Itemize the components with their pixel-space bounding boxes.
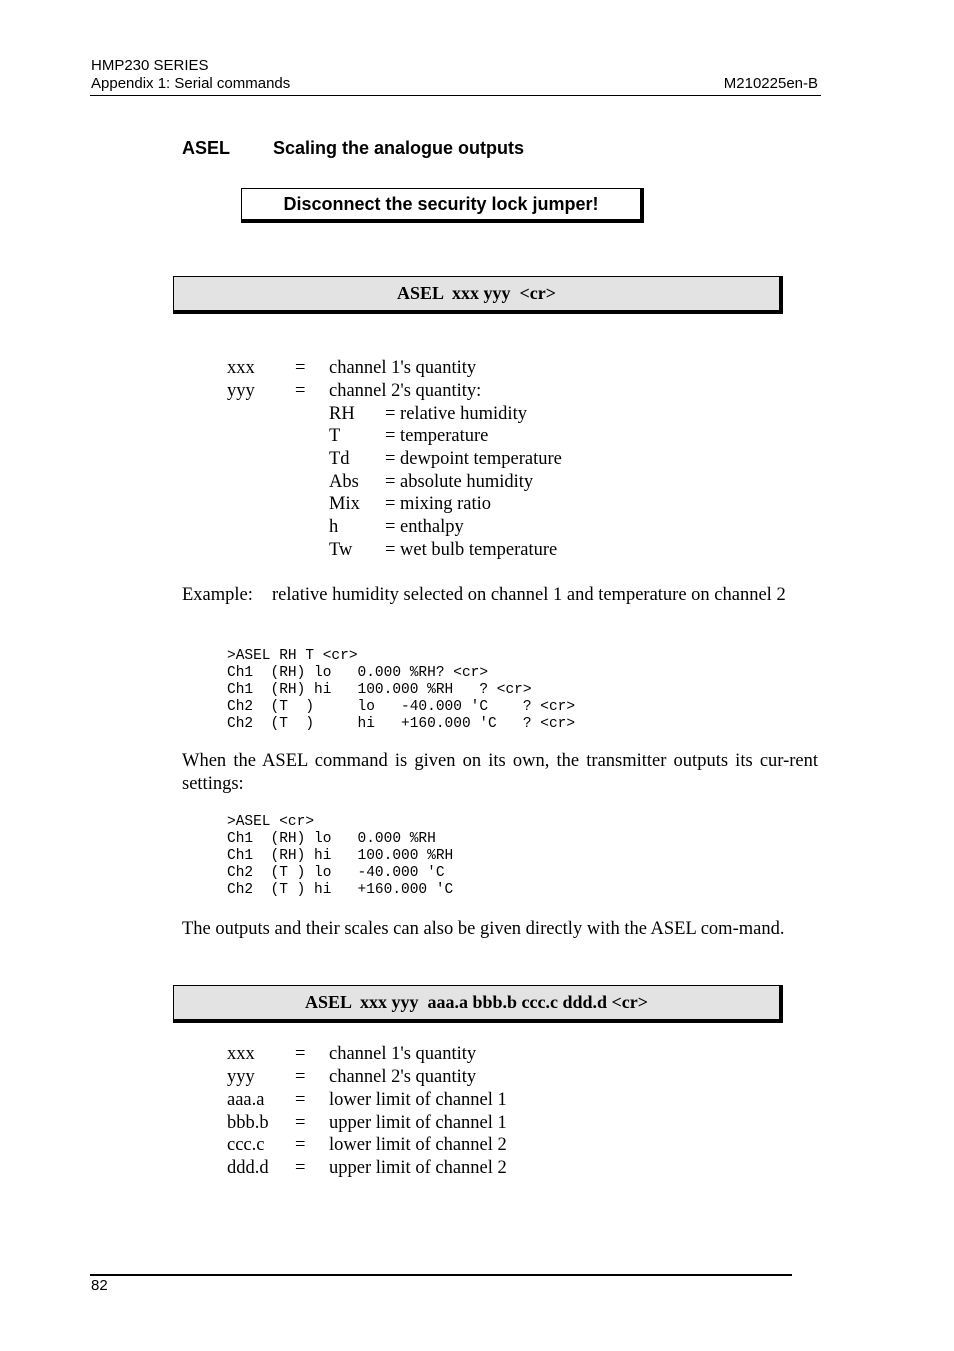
- outputs-paragraph: The outputs and their scales can also be given directly with the ASEL com-mand.: [182, 919, 785, 939]
- def-term: xxx: [227, 358, 255, 378]
- page-number: 82: [91, 1277, 108, 1294]
- quantity-key: T: [329, 426, 341, 446]
- code-line: Ch2 (T ) hi +160.000 'C ? <cr>: [227, 716, 576, 732]
- def-sep: =: [295, 1113, 306, 1133]
- command-syntax-box: ASEL xxx yyy <cr>: [173, 276, 783, 314]
- quantity-desc: = enthalpy: [385, 517, 464, 537]
- quantity-key: Mix: [329, 494, 360, 514]
- def-sep: =: [295, 358, 306, 378]
- def-term: xxx: [227, 1044, 255, 1064]
- def-term: bbb.b: [227, 1113, 269, 1133]
- quantity-key: Td: [329, 449, 350, 469]
- def-desc: channel 1's quantity: [329, 1044, 477, 1064]
- quantity-key: Abs: [329, 472, 359, 492]
- example-paragraph: [182, 584, 818, 607]
- code-line: Ch1 (RH) hi 100.000 %RH ? <cr>: [227, 682, 532, 698]
- def-desc: lower limit of channel 2: [329, 1135, 507, 1155]
- def-desc: upper limit of channel 2: [329, 1158, 507, 1178]
- header-doc-code: M210225en-B: [723, 75, 818, 92]
- def-desc: channel 2's quantity:: [329, 381, 482, 401]
- def-sep: =: [295, 1090, 306, 1110]
- quantity-desc: = dewpoint temperature: [385, 449, 562, 469]
- def-sep: =: [295, 1067, 306, 1087]
- section-code: ASEL: [182, 138, 231, 158]
- example-label: Example:: [182, 585, 253, 605]
- quantity-desc: = temperature: [385, 426, 489, 446]
- command-syntax-box-full: ASEL xxx yyy aaa.a bbb.b ccc.c ddd.d <cr>: [173, 985, 783, 1023]
- code-line: >ASEL RH T <cr>: [227, 648, 358, 664]
- quantity-key: h: [329, 517, 339, 537]
- def-sep: =: [295, 1135, 306, 1155]
- quantity-desc: = absolute humidity: [385, 472, 534, 492]
- code-line: Ch1 (RH) lo 0.000 %RH: [227, 831, 436, 847]
- header-series: HMP230 SERIES: [91, 57, 209, 74]
- def-term: ccc.c: [227, 1135, 265, 1155]
- code-line: >ASEL <cr>: [227, 814, 315, 830]
- quantity-key: Tw: [329, 540, 353, 560]
- def-sep: =: [295, 1158, 306, 1178]
- example-text: relative humidity selected on channel 1 and temperature on channel 2: [272, 585, 786, 605]
- warning-box: Disconnect the security lock jumper!: [241, 188, 644, 223]
- code-line: Ch2 (T ) hi +160.000 'C: [227, 882, 454, 898]
- quantity-desc: = relative humidity: [385, 404, 527, 424]
- def-term: yyy: [227, 381, 255, 401]
- code-line: Ch2 (T ) lo -40.000 'C: [227, 865, 445, 881]
- section-title: Scaling the analogue outputs: [273, 138, 525, 158]
- code-line: Ch2 (T ) lo -40.000 'C ? <cr>: [227, 699, 576, 715]
- quantity-desc: = wet bulb temperature: [385, 540, 558, 560]
- quantity-key: RH: [329, 404, 355, 424]
- header-rule: [90, 95, 821, 96]
- def-term: yyy: [227, 1067, 255, 1087]
- settings-paragraph: When the ASEL command is given on its own, the transmitter outputs its cur-rent settings:: [182, 751, 818, 794]
- def-sep: =: [295, 1044, 306, 1064]
- def-sep: =: [295, 381, 306, 401]
- def-desc: lower limit of channel 1: [329, 1090, 507, 1110]
- def-desc: channel 1's quantity: [329, 358, 477, 378]
- def-desc: upper limit of channel 1: [329, 1113, 507, 1133]
- code-line: Ch1 (RH) hi 100.000 %RH: [227, 848, 454, 864]
- def-desc: channel 2's quantity: [329, 1067, 477, 1087]
- footer-rule: [90, 1274, 792, 1276]
- def-term: aaa.a: [227, 1090, 265, 1110]
- code-line: Ch1 (RH) lo 0.000 %RH? <cr>: [227, 665, 489, 681]
- quantity-desc: = mixing ratio: [385, 494, 492, 514]
- header-appendix: Appendix 1: Serial commands: [91, 75, 291, 92]
- def-term: ddd.d: [227, 1158, 269, 1178]
